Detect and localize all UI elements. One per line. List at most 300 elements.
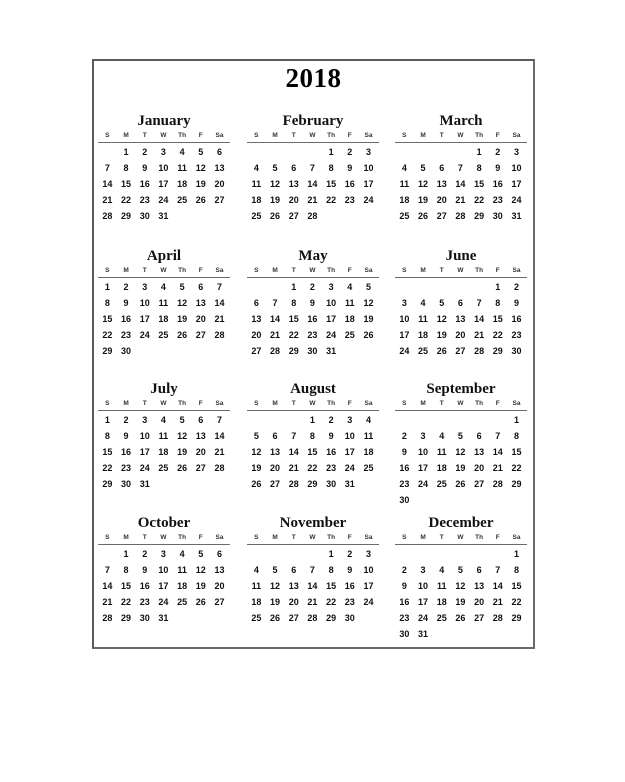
day-cell: 15 [511, 447, 522, 457]
day-cell [173, 343, 192, 359]
day-cell: 18 [177, 581, 188, 591]
day-cell: 25 [418, 346, 429, 356]
weeks [98, 144, 230, 224]
day-cell: 12 [177, 431, 188, 441]
day-cell: 9 [142, 565, 148, 575]
day-cell: 17 [344, 447, 355, 457]
day-cell: 2 [495, 147, 501, 157]
day-cell: 17 [158, 179, 169, 189]
month-june [395, 247, 527, 359]
weekday-header: W [160, 534, 167, 541]
day-cell: 31 [418, 629, 429, 639]
weeks [395, 144, 527, 224]
weekday-header: T [142, 534, 147, 541]
day-cell: 27 [270, 479, 281, 489]
day-cell: 20 [455, 330, 466, 340]
day-cell: 18 [436, 463, 447, 473]
day-cell: 23 [511, 330, 522, 340]
weekday-header: Th [327, 132, 336, 139]
day-cell: 31 [139, 479, 150, 489]
weeks [98, 412, 230, 492]
week-row [395, 295, 527, 311]
day-cell: 1 [513, 415, 519, 425]
day-cell: 29 [121, 613, 132, 623]
day-cell: 8 [123, 163, 129, 173]
day-cell: 28 [214, 330, 225, 340]
day-cell [359, 343, 378, 359]
day-cell: 20 [214, 179, 225, 189]
day-cell: 26 [177, 463, 188, 473]
day-cell: 24 [363, 195, 374, 205]
week-row [247, 428, 379, 444]
day-cell: 23 [344, 195, 355, 205]
day-cell: 23 [344, 597, 355, 607]
day-cell: 6 [216, 549, 222, 559]
day-cell [488, 626, 507, 642]
day-cell: 1 [123, 147, 129, 157]
day-cell: 27 [195, 330, 206, 340]
day-cell: 16 [399, 597, 410, 607]
month-july [98, 380, 230, 492]
day-cell: 24 [158, 597, 169, 607]
day-cell [284, 144, 303, 160]
day-cell: 28 [307, 613, 318, 623]
month-december [395, 514, 527, 642]
day-cell: 15 [511, 581, 522, 591]
day-cell: 3 [365, 147, 371, 157]
weekday-header: Th [178, 267, 187, 274]
week-row [98, 562, 230, 578]
day-cell: 16 [307, 314, 318, 324]
day-cell: 7 [457, 163, 463, 173]
day-cell: 11 [436, 447, 447, 457]
day-cell: 7 [104, 163, 110, 173]
day-cell [210, 610, 229, 626]
day-cell: 31 [158, 613, 169, 623]
day-cell: 4 [253, 163, 259, 173]
day-cell: 4 [347, 282, 353, 292]
day-cell: 10 [158, 565, 169, 575]
weekday-header-row [247, 266, 379, 278]
day-cell: 27 [474, 479, 485, 489]
day-cell: 18 [399, 195, 410, 205]
week-row [98, 144, 230, 160]
week-row [98, 295, 230, 311]
day-cell [414, 279, 433, 295]
weekday-header-row [98, 131, 230, 143]
day-cell [322, 208, 341, 224]
weekday-header: M [420, 267, 426, 274]
weekday-header: W [309, 267, 316, 274]
day-cell: 25 [158, 463, 169, 473]
day-cell: 28 [102, 211, 113, 221]
day-cell: 20 [436, 195, 447, 205]
weekday-header: Sa [364, 534, 373, 541]
day-cell: 18 [177, 179, 188, 189]
day-cell [395, 412, 414, 428]
day-cell: 10 [363, 565, 374, 575]
day-cell: 13 [251, 314, 262, 324]
day-cell: 29 [511, 613, 522, 623]
week-row [247, 192, 379, 208]
week-row [98, 279, 230, 295]
day-cell: 27 [214, 195, 225, 205]
day-cell: 30 [139, 211, 150, 221]
day-cell: 29 [102, 346, 113, 356]
week-row [395, 327, 527, 343]
day-cell: 21 [492, 463, 503, 473]
week-row [395, 208, 527, 224]
day-cell: 16 [121, 447, 132, 457]
day-cell: 27 [455, 346, 466, 356]
day-cell: 1 [309, 415, 315, 425]
day-cell: 19 [455, 463, 466, 473]
week-row [247, 311, 379, 327]
week-row [395, 562, 527, 578]
day-cell: 10 [139, 431, 150, 441]
day-cell: 1 [104, 282, 110, 292]
day-cell: 7 [495, 431, 501, 441]
day-cell [470, 279, 489, 295]
month-title: October [137, 515, 191, 531]
month-september [395, 380, 527, 508]
day-cell: 4 [179, 147, 185, 157]
day-cell: 22 [102, 330, 113, 340]
weekday-header: Th [327, 400, 336, 407]
day-cell: 19 [270, 195, 281, 205]
week-row [395, 192, 527, 208]
day-cell: 25 [177, 597, 188, 607]
day-cell: 15 [121, 179, 132, 189]
day-cell: 3 [420, 431, 426, 441]
day-cell: 30 [139, 613, 150, 623]
day-cell: 12 [195, 163, 206, 173]
day-cell: 18 [344, 314, 355, 324]
day-cell: 2 [142, 147, 148, 157]
day-cell: 21 [214, 447, 225, 457]
week-row [247, 546, 379, 562]
day-cell [395, 546, 414, 562]
day-cell: 11 [177, 565, 187, 575]
day-cell: 25 [399, 211, 410, 221]
weekday-header: W [160, 400, 167, 407]
day-cell: 11 [345, 298, 355, 308]
day-cell: 18 [251, 195, 262, 205]
day-cell: 23 [307, 330, 318, 340]
day-cell: 16 [344, 179, 355, 189]
day-cell: 21 [288, 463, 299, 473]
day-cell: 15 [474, 179, 485, 189]
day-cell: 3 [401, 298, 407, 308]
week-row [98, 208, 230, 224]
weekday-header: S [105, 400, 110, 407]
day-cell: 6 [291, 163, 297, 173]
day-cell: 22 [511, 597, 522, 607]
day-cell: 7 [476, 298, 482, 308]
day-cell [395, 144, 414, 160]
day-cell: 6 [291, 565, 297, 575]
week-row [395, 546, 527, 562]
day-cell: 22 [288, 330, 299, 340]
day-cell: 21 [455, 195, 466, 205]
day-cell: 19 [418, 195, 429, 205]
day-cell: 5 [198, 147, 204, 157]
weekday-header: W [457, 132, 464, 139]
day-cell: 1 [495, 282, 501, 292]
day-cell: 18 [436, 597, 447, 607]
month-title: January [137, 113, 191, 129]
day-cell: 28 [455, 211, 466, 221]
month-title: February [282, 113, 344, 129]
day-cell: 13 [214, 163, 225, 173]
day-cell: 9 [328, 431, 334, 441]
day-cell: 27 [195, 463, 206, 473]
day-cell: 30 [344, 613, 355, 623]
day-cell: 7 [216, 415, 222, 425]
day-cell: 1 [123, 549, 129, 559]
day-cell: 9 [309, 298, 315, 308]
weeks [98, 546, 230, 626]
month-title: August [290, 381, 336, 397]
weekday-header: Sa [364, 400, 373, 407]
week-row [247, 295, 379, 311]
day-cell: 9 [347, 565, 353, 575]
weeks [247, 279, 379, 359]
day-cell [247, 279, 266, 295]
week-row [247, 444, 379, 460]
week-row [98, 594, 230, 610]
day-cell: 5 [272, 565, 278, 575]
week-row [98, 546, 230, 562]
day-cell: 6 [476, 431, 482, 441]
week-row [98, 476, 230, 492]
day-cell: 26 [251, 479, 262, 489]
week-row [247, 343, 379, 359]
month-august [247, 380, 379, 492]
day-cell [488, 546, 507, 562]
day-cell: 8 [291, 298, 297, 308]
day-cell: 4 [401, 163, 407, 173]
day-cell: 28 [102, 613, 113, 623]
day-cell: 19 [436, 330, 447, 340]
month-january [98, 112, 230, 224]
week-row [98, 578, 230, 594]
day-cell: 17 [139, 447, 150, 457]
day-cell: 12 [195, 565, 206, 575]
week-row [98, 428, 230, 444]
weekday-header: M [123, 132, 129, 139]
day-cell: 19 [195, 581, 206, 591]
day-cell: 21 [492, 597, 503, 607]
day-cell [154, 476, 173, 492]
day-cell [173, 208, 192, 224]
week-row [98, 610, 230, 626]
day-cell: 10 [399, 314, 410, 324]
weekday-header: S [254, 534, 259, 541]
day-cell: 3 [347, 415, 353, 425]
month-title: June [445, 248, 477, 264]
day-cell [470, 546, 489, 562]
day-cell: 11 [363, 431, 374, 441]
day-cell: 26 [270, 613, 281, 623]
month-title: April [146, 248, 182, 264]
day-cell: 12 [251, 447, 262, 457]
day-cell: 7 [291, 431, 297, 441]
day-cell: 7 [216, 282, 222, 292]
day-cell: 9 [123, 298, 129, 308]
day-cell: 14 [307, 179, 318, 189]
day-cell: 5 [179, 415, 185, 425]
month-title: July [150, 381, 178, 397]
day-cell [340, 343, 359, 359]
day-cell: 19 [363, 314, 374, 324]
day-cell: 15 [492, 314, 503, 324]
day-cell: 20 [474, 597, 485, 607]
day-cell: 17 [326, 314, 337, 324]
day-cell: 29 [492, 346, 503, 356]
weekday-header: W [457, 534, 464, 541]
day-cell: 30 [326, 479, 337, 489]
day-cell [488, 412, 507, 428]
day-cell: 24 [399, 346, 410, 356]
weekday-header: F [198, 534, 203, 541]
day-cell: 27 [214, 597, 225, 607]
day-cell: 8 [513, 431, 519, 441]
day-cell: 25 [344, 330, 355, 340]
day-cell: 3 [142, 415, 148, 425]
day-cell: 8 [495, 298, 501, 308]
day-cell [284, 546, 303, 562]
month-april [98, 247, 230, 359]
day-cell: 16 [511, 314, 522, 324]
day-cell: 13 [214, 565, 225, 575]
day-cell: 31 [158, 211, 169, 221]
day-cell: 13 [288, 179, 299, 189]
day-cell: 2 [401, 565, 407, 575]
day-cell: 16 [344, 581, 355, 591]
weekday-header: S [105, 534, 110, 541]
weekday-header: F [347, 534, 352, 541]
week-row [98, 160, 230, 176]
weekday-header-row [395, 399, 527, 411]
day-cell: 23 [492, 195, 503, 205]
day-cell: 25 [177, 195, 188, 205]
week-row [247, 476, 379, 492]
day-cell: 8 [328, 163, 334, 173]
week-row [247, 176, 379, 192]
day-cell [154, 343, 173, 359]
weekday-header-row [98, 266, 230, 278]
day-cell: 8 [513, 565, 519, 575]
day-cell: 30 [121, 479, 132, 489]
weekday-header: M [123, 534, 129, 541]
day-cell: 6 [272, 431, 278, 441]
day-cell: 14 [102, 179, 113, 189]
day-cell: 31 [511, 211, 522, 221]
weekday-header: T [439, 400, 444, 407]
day-cell [173, 476, 192, 492]
weekday-header-row [247, 131, 379, 143]
day-cell: 10 [511, 163, 522, 173]
day-cell: 28 [492, 613, 503, 623]
weekday-header: F [495, 400, 500, 407]
week-row [395, 460, 527, 476]
day-cell: 26 [455, 613, 466, 623]
day-cell: 29 [121, 211, 132, 221]
day-cell [266, 546, 285, 562]
day-cell: 11 [251, 179, 262, 189]
day-cell: 10 [418, 447, 429, 457]
weeks [247, 144, 379, 224]
weekday-header: S [402, 534, 407, 541]
day-cell [135, 343, 154, 359]
week-row [395, 311, 527, 327]
weekday-header: T [291, 534, 296, 541]
day-cell: 20 [195, 447, 206, 457]
month-november [247, 514, 379, 626]
day-cell: 14 [492, 581, 503, 591]
weekday-header: S [254, 267, 259, 274]
day-cell: 22 [326, 195, 337, 205]
weekday-header: M [272, 267, 278, 274]
day-cell: 28 [270, 346, 281, 356]
month-may [247, 247, 379, 359]
month-title: December [428, 515, 494, 531]
week-row [247, 460, 379, 476]
day-cell [359, 476, 378, 492]
week-row [98, 192, 230, 208]
day-cell: 9 [347, 163, 353, 173]
day-cell: 13 [195, 431, 206, 441]
day-cell: 6 [476, 565, 482, 575]
day-cell: 1 [513, 549, 519, 559]
day-cell: 20 [251, 330, 262, 340]
weekday-header: Th [475, 534, 484, 541]
day-cell: 11 [399, 179, 410, 189]
weekday-header: F [198, 267, 203, 274]
week-row [395, 144, 527, 160]
day-cell: 3 [328, 282, 334, 292]
day-cell: 3 [365, 549, 371, 559]
weekday-header: Th [178, 534, 187, 541]
day-cell: 7 [272, 298, 278, 308]
weekday-header: T [439, 534, 444, 541]
week-row [247, 144, 379, 160]
day-cell: 5 [179, 282, 185, 292]
weeks [247, 546, 379, 626]
day-cell: 4 [160, 282, 166, 292]
day-cell: 19 [455, 597, 466, 607]
day-cell: 29 [326, 613, 337, 623]
day-cell: 24 [326, 330, 337, 340]
weekday-header: Sa [364, 267, 373, 274]
day-cell: 15 [121, 581, 132, 591]
day-cell: 19 [177, 314, 188, 324]
day-cell: 14 [214, 431, 225, 441]
weekday-header: Th [327, 267, 336, 274]
day-cell: 17 [511, 179, 522, 189]
day-cell: 9 [401, 581, 407, 591]
day-cell: 11 [158, 298, 169, 308]
week-row [395, 444, 527, 460]
day-cell: 5 [272, 163, 278, 173]
day-cell: 4 [179, 549, 185, 559]
day-cell: 2 [401, 431, 407, 441]
day-cell [488, 492, 507, 508]
week-row [247, 578, 379, 594]
day-cell: 15 [102, 314, 113, 324]
calendar-page [92, 59, 535, 649]
